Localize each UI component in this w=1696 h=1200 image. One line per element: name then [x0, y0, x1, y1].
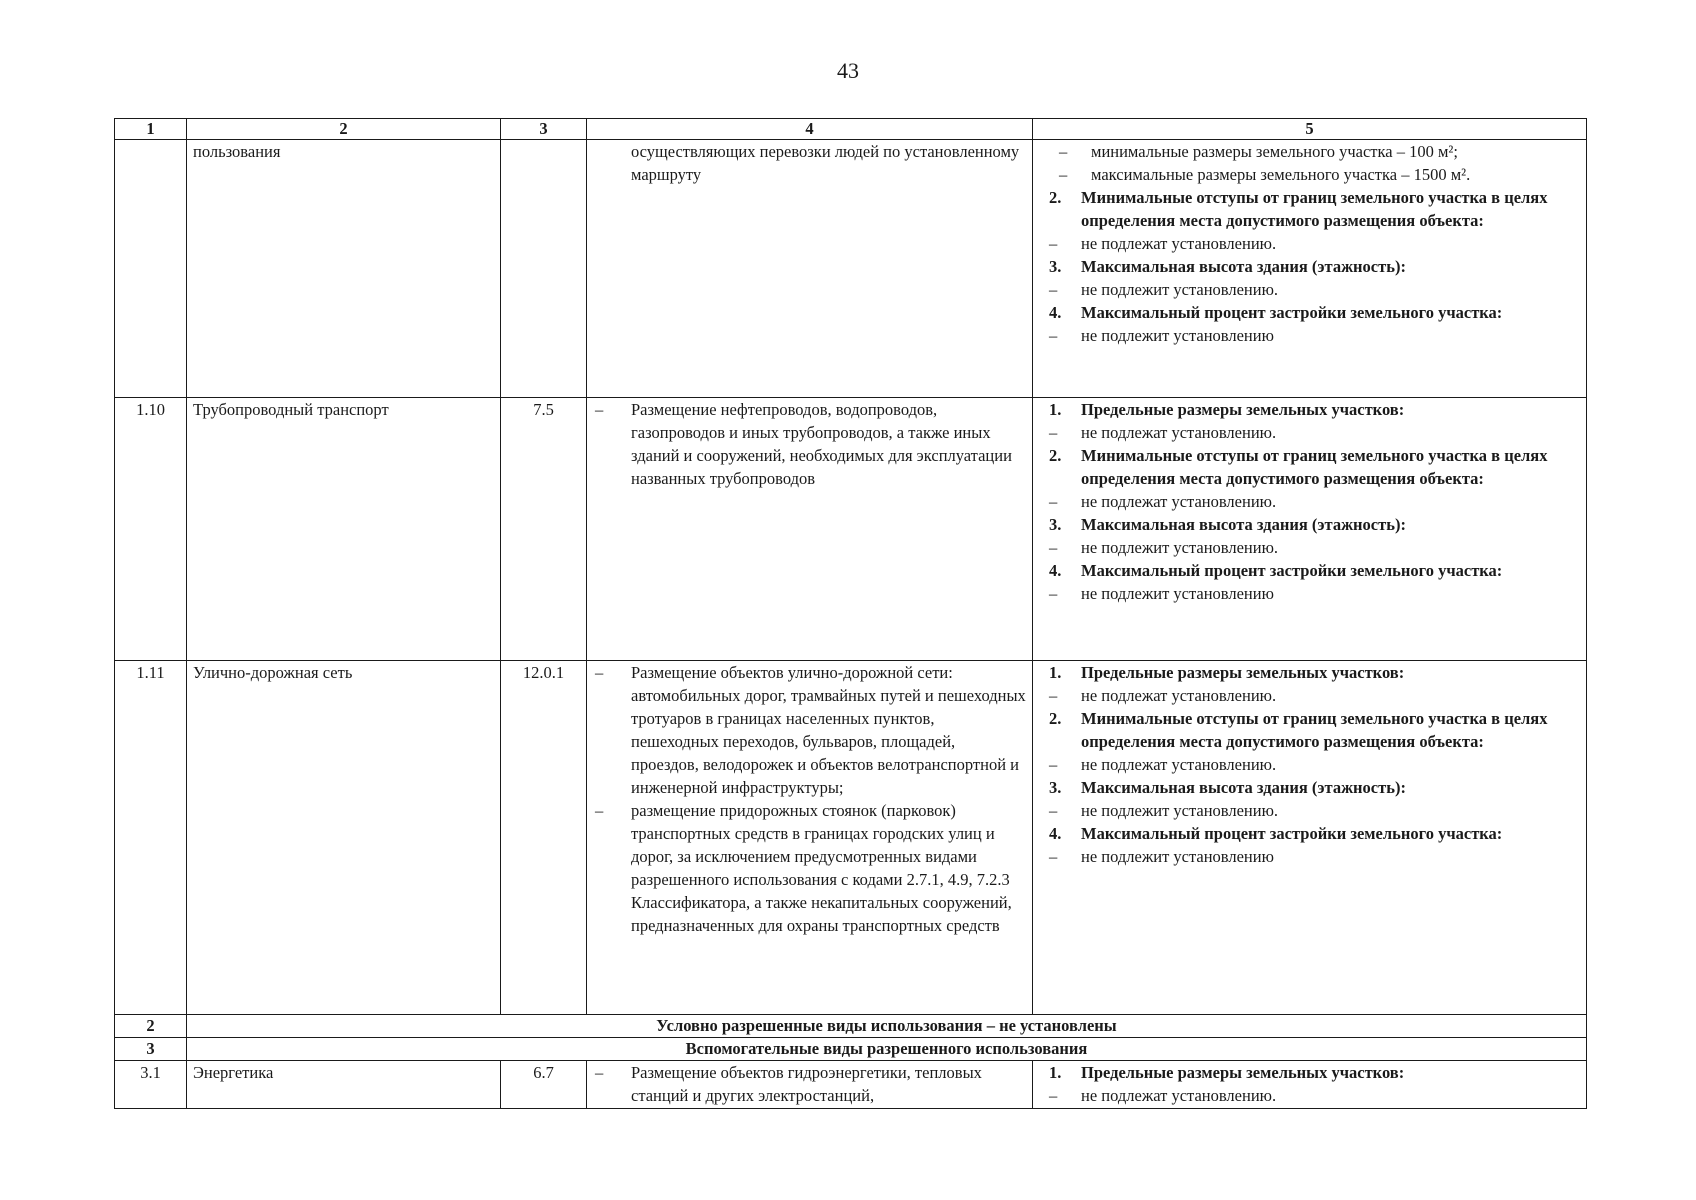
use-parameters	[1033, 398, 1587, 661]
description-item	[593, 799, 1026, 937]
zoning-table	[114, 118, 1587, 1109]
param-item	[1039, 582, 1580, 605]
param-text: не подлежат установлению.	[1081, 234, 1277, 253]
param-text: максимальные размеры земельного участка – 1500 м².	[1091, 165, 1471, 184]
param-text: Предельные размеры земельных участков:	[1081, 400, 1405, 419]
param-marker: –	[1049, 492, 1058, 511]
description-item	[593, 398, 1026, 490]
param-marker: –	[1049, 686, 1058, 705]
param-text: Минимальные отступы от границ земельного участка в целях определения места допустимого размещения объекта:	[1081, 188, 1548, 230]
bullet-dash: –	[595, 400, 604, 419]
use-description	[587, 140, 1033, 398]
param-text: не подлежит установлению	[1081, 326, 1274, 345]
param-marker: –	[1059, 165, 1068, 184]
row-number: 1.11	[115, 661, 187, 1015]
param-item	[1039, 684, 1580, 707]
param-heading	[1039, 255, 1580, 278]
param-item	[1039, 753, 1580, 776]
use-name: Улично-дорожная сеть	[187, 661, 501, 1015]
table-row	[115, 140, 1587, 398]
param-item	[1039, 799, 1580, 822]
param-text: не подлежат установлению.	[1081, 755, 1277, 774]
table-row	[115, 398, 1587, 661]
param-marker: 4.	[1049, 824, 1062, 843]
use-code	[501, 140, 587, 398]
description-item	[593, 661, 1026, 799]
use-code: 6.7	[501, 1061, 587, 1109]
section-row	[115, 1015, 1587, 1038]
param-marker: –	[1049, 801, 1058, 820]
param-text: не подлежит установлению	[1081, 584, 1274, 603]
param-text: Максимальная высота здания (этажность):	[1081, 778, 1406, 797]
use-parameters	[1033, 661, 1587, 1015]
use-parameters	[1033, 1061, 1587, 1109]
use-name: пользования	[187, 140, 501, 398]
description-text: Размещение нефтепроводов, водопроводов, газопроводов и иных трубопроводов, а также иных зданий и сооружений, необходимых для эксплуатации названных трубопроводов	[631, 400, 1012, 488]
use-description	[587, 398, 1033, 661]
use-name: Трубопроводный транспорт	[187, 398, 501, 661]
table-row	[115, 661, 1587, 1015]
header-cell: 4	[587, 119, 1033, 140]
param-item	[1039, 140, 1580, 163]
param-heading	[1039, 559, 1580, 582]
param-marker: 1.	[1049, 663, 1062, 682]
param-marker: 1.	[1049, 400, 1062, 419]
param-text: Максимальный процент застройки земельного участка:	[1081, 303, 1503, 322]
param-item	[1039, 845, 1580, 868]
param-item	[1039, 163, 1580, 186]
param-text: не подлежат установлению.	[1081, 686, 1277, 705]
param-text: не подлежат установлению.	[1081, 1086, 1277, 1105]
param-text: Минимальные отступы от границ земельного участка в целях определения места допустимого размещения объекта:	[1081, 709, 1548, 751]
param-text: не подлежит установлению	[1081, 847, 1274, 866]
use-code: 7.5	[501, 398, 587, 661]
section-title: Условно разрешенные виды использования – не установлены	[187, 1015, 1587, 1038]
param-text: не подлежат установлению.	[1081, 492, 1277, 511]
param-marker: –	[1059, 142, 1068, 161]
row-number: 1.10	[115, 398, 187, 661]
page-number: 43	[837, 58, 859, 83]
param-item	[1039, 421, 1580, 444]
bullet-dash: –	[595, 663, 604, 682]
header-cell: 2	[187, 119, 501, 140]
param-heading	[1039, 513, 1580, 536]
table-row	[115, 1061, 1587, 1109]
bullet-dash: –	[595, 1063, 604, 1082]
section-title: Вспомогательные виды разрешенного использования	[187, 1038, 1587, 1061]
param-marker: –	[1049, 280, 1058, 299]
param-marker: 4.	[1049, 303, 1062, 322]
section-row	[115, 1038, 1587, 1061]
description-text: размещение придорожных стоянок (парковок) транспортных средств в границах городских улиц и дорог, за исключением предусмотренных видами разрешенного использования с кодами 2.7.1, 4.9, 7.2.3 Классификатора, а также некапитальных сооружений, предназначенных для охраны транспортных средств	[631, 801, 1012, 935]
param-heading	[1039, 1061, 1580, 1084]
section-number: 3	[115, 1038, 187, 1061]
param-marker: –	[1049, 847, 1058, 866]
param-text: Максимальный процент застройки земельного участка:	[1081, 561, 1503, 580]
param-marker: 2.	[1049, 188, 1062, 207]
param-text: Предельные размеры земельных участков:	[1081, 1063, 1405, 1082]
param-heading	[1039, 707, 1580, 753]
param-text: Максимальный процент застройки земельного участка:	[1081, 824, 1503, 843]
param-marker: 1.	[1049, 1063, 1062, 1082]
param-marker: –	[1049, 423, 1058, 442]
param-marker: –	[1049, 538, 1058, 557]
param-marker: –	[1049, 1086, 1058, 1105]
section-number: 2	[115, 1015, 187, 1038]
param-marker: 4.	[1049, 561, 1062, 580]
param-text: Максимальная высота здания (этажность):	[1081, 515, 1406, 534]
param-marker: 2.	[1049, 446, 1062, 465]
param-marker: 3.	[1049, 778, 1062, 797]
param-heading	[1039, 776, 1580, 799]
header-cell: 1	[115, 119, 187, 140]
param-text: не подлежит установлению.	[1081, 538, 1279, 557]
param-text: Максимальная высота здания (этажность):	[1081, 257, 1406, 276]
use-description	[587, 1061, 1033, 1109]
param-text: Минимальные отступы от границ земельного участка в целях определения места допустимого размещения объекта:	[1081, 446, 1548, 488]
param-item	[1039, 1084, 1580, 1107]
use-name: Энергетика	[187, 1061, 501, 1109]
use-code: 12.0.1	[501, 661, 587, 1015]
param-text: минимальные размеры земельного участка – 100 м²;	[1091, 142, 1458, 161]
param-heading	[1039, 822, 1580, 845]
row-number: 3.1	[115, 1061, 187, 1109]
bullet-dash	[593, 140, 631, 186]
param-item	[1039, 232, 1580, 255]
description-text: осуществляющих перевозки людей по установленному маршруту	[631, 142, 1020, 184]
param-marker: 3.	[1049, 257, 1062, 276]
param-marker: –	[1049, 755, 1058, 774]
use-description	[587, 661, 1033, 1015]
header-cell: 5	[1033, 119, 1587, 140]
param-text: не подлежит установлению.	[1081, 801, 1279, 820]
param-marker: –	[1049, 234, 1058, 253]
use-parameters	[1033, 140, 1587, 398]
param-heading	[1039, 444, 1580, 490]
param-item	[1039, 278, 1580, 301]
bullet-dash: –	[595, 801, 604, 820]
param-marker: –	[1049, 584, 1058, 603]
param-text: не подлежат установлению.	[1081, 423, 1277, 442]
description-item	[593, 1061, 1026, 1107]
description-text: Размещение объектов гидроэнергетики, тепловых станций и других электростанций,	[631, 1063, 982, 1105]
param-heading	[1039, 398, 1580, 421]
table-header-row	[115, 119, 1587, 140]
description-text: Размещение объектов улично-дорожной сети: автомобильных дорог, трамвайных путей и пешеходных тротуаров в границах населенных пунктов, пешеходных переходов, бульваров, площадей, проездов, велодорожек и объектов велотранспортной и инженерной инфраструктуры;	[631, 663, 1026, 797]
param-item	[1039, 536, 1580, 559]
row-number	[115, 140, 187, 398]
param-item	[1039, 490, 1580, 513]
description-item	[593, 140, 1026, 186]
param-heading	[1039, 301, 1580, 324]
param-heading	[1039, 661, 1580, 684]
param-text: не подлежит установлению.	[1081, 280, 1279, 299]
param-marker: 3.	[1049, 515, 1062, 534]
param-item	[1039, 324, 1580, 347]
param-heading	[1039, 186, 1580, 232]
param-text: Предельные размеры земельных участков:	[1081, 663, 1405, 682]
header-cell: 3	[501, 119, 587, 140]
param-marker: 2.	[1049, 709, 1062, 728]
param-marker: –	[1049, 326, 1058, 345]
